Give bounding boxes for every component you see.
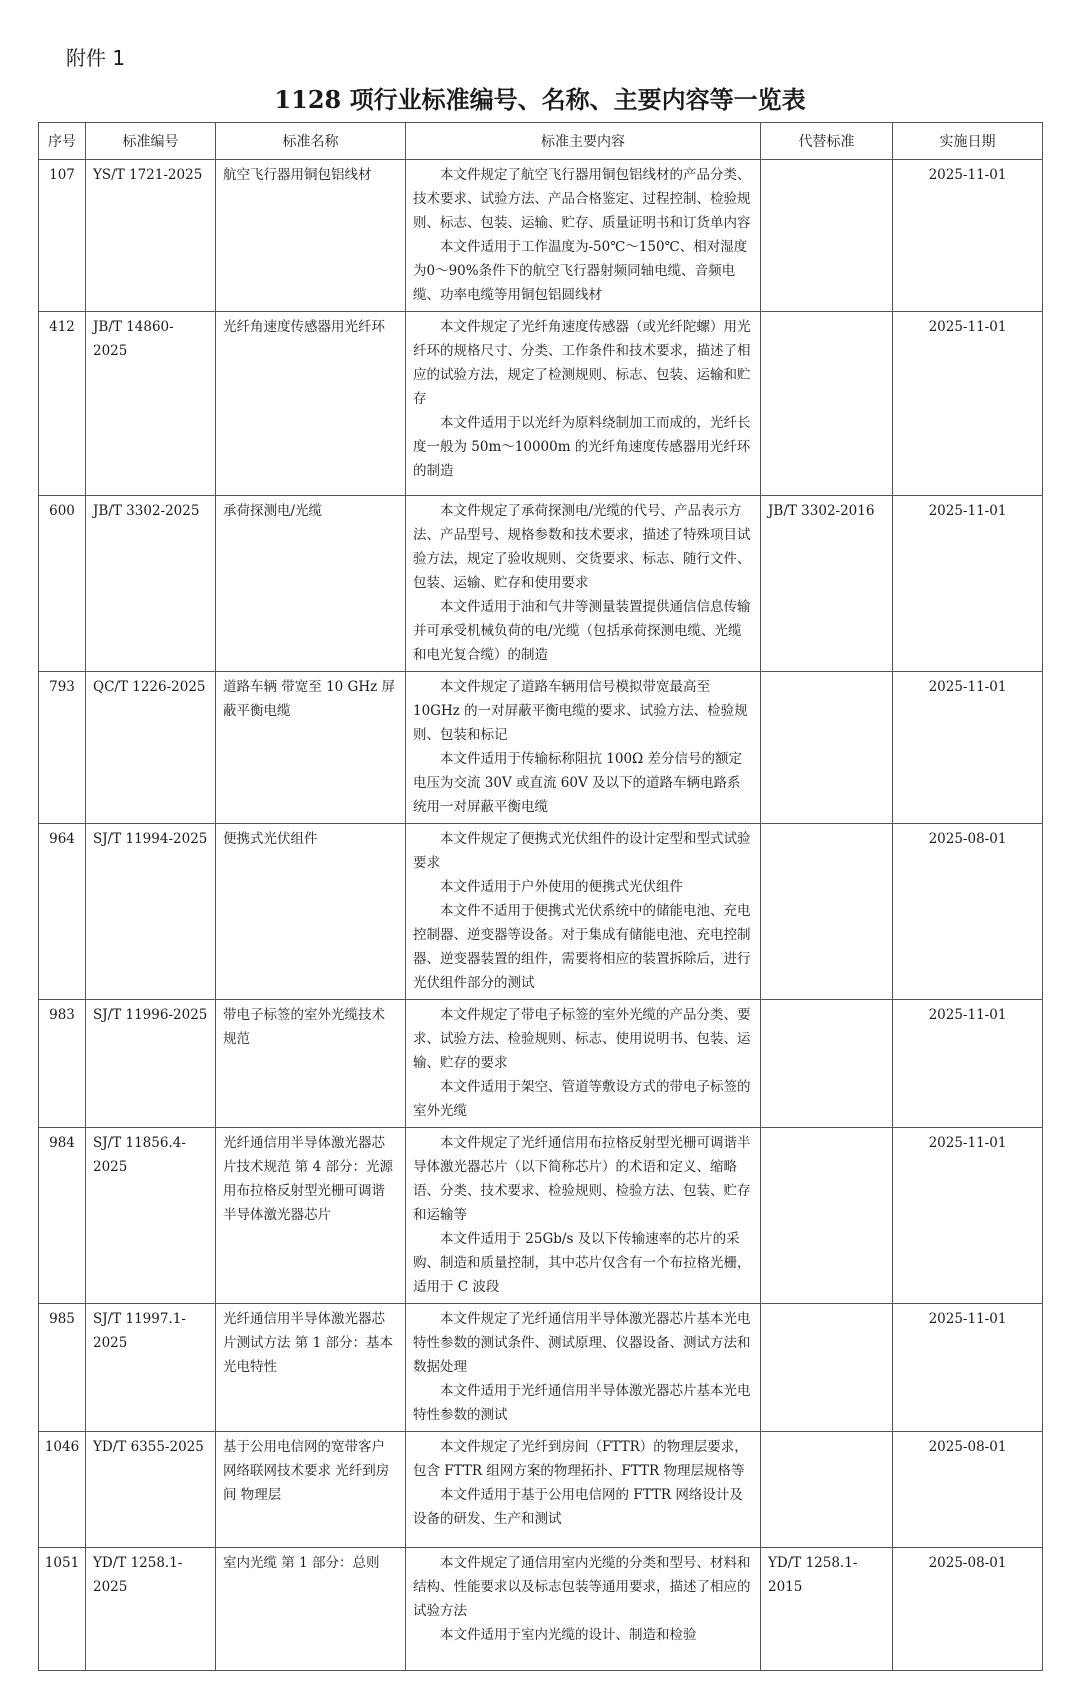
- standard-code: JB/T 3302-2025: [86, 496, 216, 672]
- header-no: 序号: [39, 123, 86, 160]
- replaced-standard: [761, 1000, 893, 1128]
- table-row: [39, 1128, 1043, 1304]
- content-paragraph: 本文件规定了光纤通信用布拉格反射型光栅可调谐半导体激光器芯片（以下简称芯片）的术语和定义、缩略语、分类、技术要求、检验规则、检验方法、包装、贮存和运输等: [413, 1135, 751, 1223]
- row-number: 983: [39, 1000, 86, 1128]
- header-code: 标准编号: [86, 123, 216, 160]
- content-paragraph: 本文件规定了光纤角速度传感器（或光纤陀螺）用光纤环的规格尺寸、分类、工作条件和技术要求，描述了相应的试验方法，规定了检测规则、标志、包装、运输和贮存: [413, 319, 751, 407]
- standard-content: [406, 496, 761, 672]
- content-paragraph: 本文件适用于光纤通信用半导体激光器芯片基本光电特性参数的测试: [413, 1383, 751, 1423]
- table-row: [39, 1304, 1043, 1432]
- replaced-standard: [761, 160, 893, 312]
- content-paragraph: 本文件适用于传输标称阻抗 100Ω 差分信号的额定电压为交流 30V 或直流 60V 及以下的道路车辆电路系统用一对屏蔽平衡电缆: [413, 751, 743, 815]
- content-paragraph: 本文件规定了航空飞行器用铜包铝线材的产品分类、技术要求、试验方法、产品合格鉴定、过程控制、检验规则、标志、包装、运输、贮存、质量证明书和订货单内容: [413, 167, 751, 231]
- replaced-standard: YD/T 1258.1-2015: [761, 1548, 893, 1671]
- standard-content: [406, 1128, 761, 1304]
- table-row: [39, 824, 1043, 1000]
- standard-code: JB/T 14860-2025: [86, 312, 216, 496]
- standard-code: SJ/T 11994-2025: [86, 824, 216, 1000]
- header-name: 标准名称: [216, 123, 406, 160]
- replaced-standard: [761, 1304, 893, 1432]
- standard-code: SJ/T 11997.1-2025: [86, 1304, 216, 1432]
- content-paragraph: 本文件适用于基于公用电信网的 FTTR 网络设计及设备的研发、生产和测试: [413, 1487, 743, 1527]
- table-row: [39, 672, 1043, 824]
- implementation-date: 2025-11-01: [893, 1000, 1043, 1128]
- content-paragraph: 本文件适用于户外使用的便携式光伏组件: [440, 879, 683, 895]
- implementation-date: 2025-11-01: [893, 672, 1043, 824]
- replaced-standard: [761, 672, 893, 824]
- implementation-date: 2025-11-01: [893, 1304, 1043, 1432]
- standard-code: YD/T 6355-2025: [86, 1432, 216, 1548]
- standard-content: [406, 1432, 761, 1548]
- header-replaces: 代替标准: [761, 123, 893, 160]
- standard-name: 航空飞行器用铜包铝线材: [216, 160, 406, 312]
- implementation-date: 2025-11-01: [893, 1128, 1043, 1304]
- standard-code: SJ/T 11856.4-2025: [86, 1128, 216, 1304]
- content-paragraph: 本文件规定了光纤通信用半导体激光器芯片基本光电特性参数的测试条件、测试原理、仪器设备、测试方法和数据处理: [413, 1311, 751, 1375]
- standard-name: 光纤角速度传感器用光纤环: [216, 312, 406, 496]
- implementation-date: 2025-11-01: [893, 312, 1043, 496]
- row-number: 600: [39, 496, 86, 672]
- standard-content: [406, 1548, 761, 1671]
- attachment-label: 附件 1: [66, 46, 126, 70]
- table-header-row: [39, 123, 1043, 160]
- content-paragraph: 本文件规定了光纤到房间（FTTR）的物理层要求，包含 FTTR 组网方案的物理拓扑、FTTR 物理层规格等: [413, 1439, 748, 1479]
- standard-code: YS/T 1721-2025: [86, 160, 216, 312]
- standard-code: QC/T 1226-2025: [86, 672, 216, 824]
- content-paragraph: 本文件适用于油和气井等测量装置提供通信信息传输并可承受机械负荷的电/光缆（包括承荷探测电缆、光缆和电光复合缆）的制造: [413, 599, 751, 663]
- table-row: [39, 1548, 1043, 1671]
- replaced-standard: JB/T 3302-2016: [761, 496, 893, 672]
- content-paragraph: 本文件规定了便携式光伏组件的设计定型和型式试验要求: [413, 831, 751, 871]
- content-paragraph: 本文件规定了承荷探测电/光缆的代号、产品表示方法、产品型号、规格参数和技术要求，描述了特殊项目试验方法，规定了验收规则、交货要求、标志、随行文件、包装、运输、贮存和使用要求: [413, 503, 751, 591]
- standard-code: YD/T 1258.1-2025: [86, 1548, 216, 1671]
- content-paragraph: 本文件规定了道路车辆用信号模拟带宽最高至 10GHz 的一对屏蔽平衡电缆的要求、试验方法、检验规则、包装和标记: [413, 679, 748, 743]
- row-number: 107: [39, 160, 86, 312]
- implementation-date: 2025-08-01: [893, 824, 1043, 1000]
- replaced-standard: [761, 1128, 893, 1304]
- standard-name: 便携式光伏组件: [216, 824, 406, 1000]
- header-content: 标准主要内容: [406, 123, 761, 160]
- content-paragraph: 本文件适用于工作温度为-50℃～150℃、相对湿度为0～90%条件下的航空飞行器射频同轴电缆、音频电缆、功率电缆等用铜包铝圆线材: [413, 239, 748, 303]
- implementation-date: 2025-08-01: [893, 1432, 1043, 1548]
- content-paragraph: 本文件适用于架空、管道等敷设方式的带电子标签的室外光缆: [413, 1079, 751, 1119]
- standard-name: 带电子标签的室外光缆技术规范: [216, 1000, 406, 1128]
- replaced-standard: [761, 312, 893, 496]
- header-date: 实施日期: [893, 123, 1043, 160]
- content-paragraph: 本文件适用于 25Gb/s 及以下传输速率的芯片的采购、制造和质量控制，其中芯片仅含有一个布拉格光栅，适用于 C 波段: [413, 1231, 751, 1295]
- standard-content: [406, 1000, 761, 1128]
- content-paragraph: 本文件适用于室内光缆的设计、制造和检验: [440, 1627, 697, 1643]
- replaced-standard: [761, 1432, 893, 1548]
- row-number: 964: [39, 824, 86, 1000]
- standard-name: 光纤通信用半导体激光器芯片测试方法 第 1 部分：基本光电特性: [216, 1304, 406, 1432]
- row-number: 412: [39, 312, 86, 496]
- content-paragraph: 本文件规定了通信用室内光缆的分类和型号、材料和结构、性能要求以及标志包装等通用要求，描述了相应的试验方法: [413, 1555, 751, 1619]
- content-paragraph: 本文件不适用于便携式光伏系统中的储能电池、充电控制器、逆变器等设备。对于集成有储能电池、充电控制器、逆变器装置的组件，需要将相应的装置拆除后，进行光伏组件部分的测试: [413, 903, 751, 991]
- standard-name: 基于公用电信网的宽带客户网络联网技术要求 光纤到房间 物理层: [216, 1432, 406, 1548]
- standard-content: [406, 1304, 761, 1432]
- row-number: 1046: [39, 1432, 86, 1548]
- standard-name: 承荷探测电/光缆: [216, 496, 406, 672]
- standard-name: 道路车辆 带宽至 10 GHz 屏蔽平衡电缆: [216, 672, 406, 824]
- implementation-date: 2025-11-01: [893, 496, 1043, 672]
- table-row: [39, 1432, 1043, 1548]
- standard-code: SJ/T 11996-2025: [86, 1000, 216, 1128]
- standard-content: [406, 160, 761, 312]
- implementation-date: 2025-11-01: [893, 160, 1043, 312]
- document-title: 1128 项行业标准编号、名称、主要内容等一览表: [274, 85, 806, 114]
- content-paragraph: 本文件规定了带电子标签的室外光缆的产品分类、要求、试验方法、检验规则、标志、使用说明书、包装、运输、贮存的要求: [413, 1007, 751, 1071]
- standard-content: [406, 312, 761, 496]
- table-row: [39, 496, 1043, 672]
- standard-content: [406, 824, 761, 1000]
- table-row: [39, 1000, 1043, 1128]
- content-paragraph: 本文件适用于以光纤为原料绕制加工而成的，光纤长度一般为 50m～10000m 的光纤角速度传感器用光纤环的制造: [413, 415, 751, 479]
- implementation-date: 2025-08-01: [893, 1548, 1043, 1671]
- row-number: 985: [39, 1304, 86, 1432]
- row-number: 984: [39, 1128, 86, 1304]
- standards-table: [38, 122, 1043, 1671]
- replaced-standard: [761, 824, 893, 1000]
- standard-content: [406, 672, 761, 824]
- table-row: [39, 312, 1043, 496]
- table-body: [39, 160, 1043, 1671]
- table-row: [39, 160, 1043, 312]
- row-number: 1051: [39, 1548, 86, 1671]
- standard-name: 光纤通信用半导体激光器芯片技术规范 第 4 部分：光源用布拉格反射型光栅可调谐半导体激光器芯片: [216, 1128, 406, 1304]
- standard-name: 室内光缆 第 1 部分：总则: [216, 1548, 406, 1671]
- row-number: 793: [39, 672, 86, 824]
